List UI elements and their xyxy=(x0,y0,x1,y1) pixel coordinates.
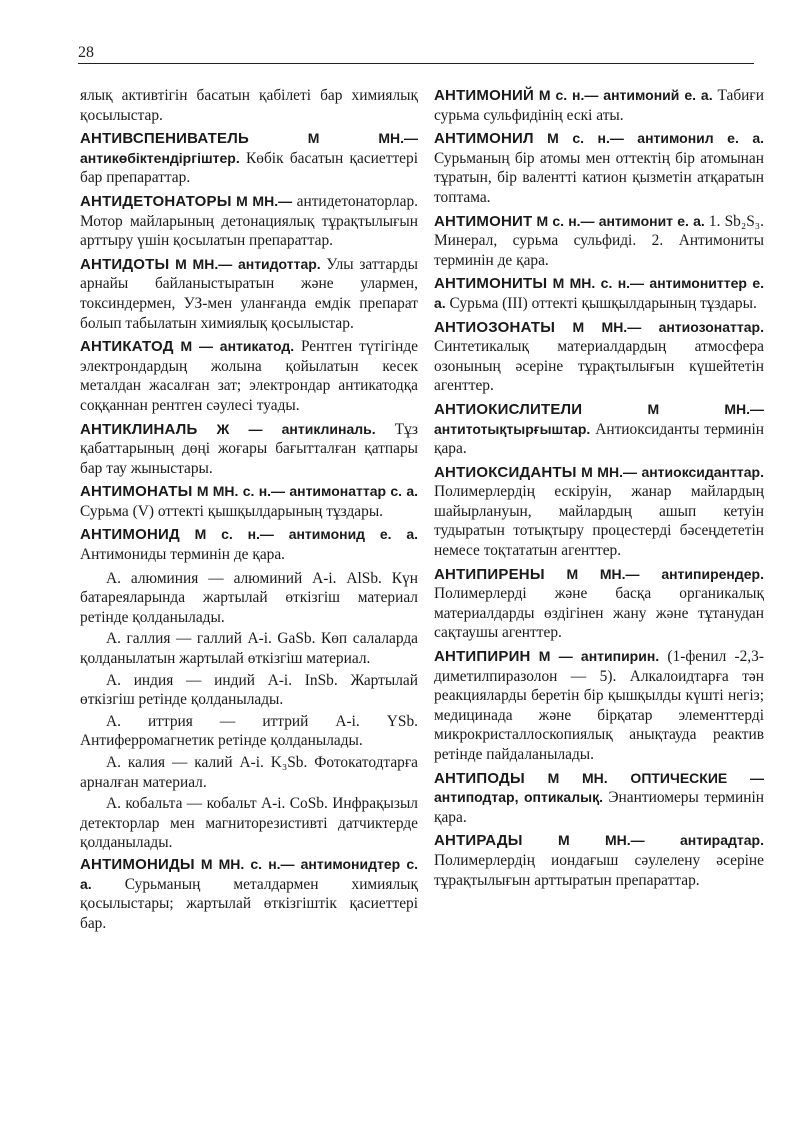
entry-definition: 1. Sb₂S₃. Минерал, сурьма сульфиді. 2. Антимониты терминін де қара. xyxy=(434,212,764,269)
entry-grammar: М — xyxy=(538,648,573,665)
sub-entry: А. галлия — галлий А-і. GaSb. Көп салаларда қолданылатын жартылай өткізгіш материал. xyxy=(80,630,418,668)
entry-definition: Энантиомеры терминін қара. xyxy=(434,789,764,826)
header-rule xyxy=(78,63,754,64)
entry-translation: антимонаттар с. а. xyxy=(289,483,418,500)
entry-grammar: М — xyxy=(180,338,213,355)
entry-headword: АНТИОКСИДАНТЫ xyxy=(434,463,577,481)
entry-translation: антитотықтырғыштар. xyxy=(434,420,591,437)
entry-headword: АНТИМОНИЛ xyxy=(434,130,534,148)
entry-translation: антикөбіктендіргіштер. xyxy=(80,149,240,166)
dictionary-entry xyxy=(434,212,764,271)
entry-headword: АНТИМОНИТ xyxy=(434,212,533,230)
dictionary-entry xyxy=(80,482,418,521)
dictionary-entry xyxy=(434,565,764,643)
entry-definition: Табиғи сурьма сульфидінің ескі аты. xyxy=(434,87,764,124)
entry-translation: антидоттар. xyxy=(237,255,321,272)
entry-grammar: М с. н.— xyxy=(538,87,599,103)
page-number: 28 xyxy=(78,44,94,61)
entry-translation: антимоний е. а. xyxy=(603,87,713,103)
entry-grammar: М МН. ОПТИЧЕСКИЕ — xyxy=(547,769,764,786)
entry-definition: Антиоксиданты терминін қара. xyxy=(434,420,764,458)
entry-headword: АНТИПИРЕНЫ xyxy=(434,565,545,583)
dictionary-entry xyxy=(434,274,764,313)
entry-definition: Тұз қабаттарының дөңі жоғары бағытталған қатпары бар тау жыныстары. xyxy=(80,420,418,477)
entry-grammar: М МН.— xyxy=(647,400,764,417)
left-column xyxy=(80,86,418,937)
entry-headword: АНТИМОНИЙ xyxy=(434,87,534,104)
dictionary-entry xyxy=(80,255,418,333)
dictionary-entry xyxy=(434,86,764,125)
entry-grammar: М МН. с. н.— xyxy=(200,855,295,872)
dictionary-entry xyxy=(434,769,764,828)
entry-grammar: М МН.— xyxy=(572,318,642,335)
sub-entry: А. иттрия — иттрий А-і. YSb. Антиферромагнетик ретінде қолданылады. xyxy=(80,712,418,750)
dictionary-entry xyxy=(80,337,418,415)
dictionary-entry xyxy=(434,318,764,396)
entry-definition: Полимерлердің иондағыш сәулелену әсеріне тұрақтылығын арттыратын препараттар. xyxy=(434,851,764,889)
entry-headword: АНТИДЕТОНАТОРЫ xyxy=(80,192,232,210)
entry-translation: антиозонаттар. xyxy=(658,318,764,335)
entry-headword: АНТИМОНИДЫ xyxy=(80,855,195,873)
entry-continuation: ялық активтігін басатын қабілеті бар химиялық қосылыстар. xyxy=(80,87,418,124)
entry-grammar: М с. н.— xyxy=(194,526,274,543)
entry-grammar: М МН.— xyxy=(566,565,640,582)
entry-definition: Көбік басатын қасиеттері бар препараттар. xyxy=(80,149,418,187)
entry-grammar: М с. н.— xyxy=(547,130,624,147)
entry-translation: антикатод. xyxy=(219,338,295,355)
entry-headword: АНТИДОТЫ xyxy=(80,255,170,273)
dictionary-entry xyxy=(434,129,764,207)
dictionary-entry xyxy=(80,129,418,188)
entry-translation: антипирендер. xyxy=(661,565,764,582)
entry-definition: Антимониды терминін де қара. xyxy=(80,546,286,564)
dictionary-entry xyxy=(434,831,764,890)
entry-headword: АНТИВСПЕНИВАТЕЛЬ xyxy=(80,130,249,148)
entry-translation: антимонил е. а. xyxy=(637,130,764,147)
entry-headword: АНТИПОДЫ xyxy=(434,769,525,787)
entry-grammar: М МН.— xyxy=(581,463,637,480)
entry-definition: Полимерлерді және басқа органикалық материалдарды өздігінен жану және тұтанудан сақтаушы агенттер. xyxy=(434,585,764,642)
sub-entry: А. калия — калий А-і. K₃Sb. Фотокатодтарға арналған материал. xyxy=(80,754,418,791)
entry-definition: (1-фенил -2,3-диметилпиразолон — 5). Алкалоидтарға тән реакцияларды беретін бір қышқылды күшті негіз; медицинада және бірқатар элементтерді микрокристаллоскопиялық анықтауда реактив ретінде пайдаланылады. xyxy=(434,648,764,763)
entry-headword: АНТИКЛИНАЛЬ xyxy=(80,420,198,438)
dictionary-entry xyxy=(80,855,418,933)
entry-definition: Рентген түтігінде электрондардың жолына қойылатын кесек металдан жасалған зат; электрондар антикатодқа соққаннан рентген сәулесі туады. xyxy=(80,338,419,414)
dictionary-entry xyxy=(80,192,418,251)
entry-definition: Сурьманың бір атомы мен оттектің бір атомынан тұратын, бір валентті катион қызметін атқаратын топтама. xyxy=(434,149,764,206)
dictionary-entry xyxy=(80,420,418,479)
entry-headword: АНТИМОНИД xyxy=(80,526,180,544)
entry-translation: антимонит е. а. xyxy=(598,212,705,229)
entry-translation: антимонид е. а. xyxy=(288,526,419,543)
entry-translation: антиподтар, оптикалық. xyxy=(434,789,603,806)
entry-grammar: Ж — xyxy=(216,420,263,437)
entry-translation: антимониттер е. а. xyxy=(434,275,765,311)
dictionary-entry xyxy=(434,463,764,561)
entry-headword: АНТИМОНИТЫ xyxy=(434,275,548,293)
entry-definition: Синтетикалық материалдардың атмосфера озонының әсеріне тұрақтылығын күшейтетін агенттер. xyxy=(434,338,764,395)
entry-headword: АНТИПИРИН xyxy=(434,648,531,666)
right-column xyxy=(434,86,764,894)
entry-grammar: М МН.— xyxy=(307,130,418,147)
entry-translation: антиоксиданттар. xyxy=(641,463,764,480)
entry-headword: АНТИРАДЫ xyxy=(434,832,523,850)
entry-headword: АНТИОКИСЛИТЕЛИ xyxy=(434,400,583,418)
sub-entry: А. индия — индий А-і. InSb. Жартылай өткізгіш ретінде қолданылады. xyxy=(80,671,418,709)
entry-definition: антидетонаторлар. Мотор майларының детонациялық тұрақтылығын арттыру үшін қосылатын препараттар. xyxy=(80,192,418,250)
dictionary-entry xyxy=(434,647,764,765)
entry-grammar: М МН.— xyxy=(557,832,645,849)
entry-grammar: М МН. с. н.— xyxy=(196,483,286,500)
entry-translation: антиклиналь. xyxy=(281,420,376,437)
entry-definition: Сурьма (III) оттекті қышқылдарының тұздары. xyxy=(449,294,757,312)
sub-entry: А. кобальта — кобальт А-і. CoSb. Инфрақызыл детекторлар мен магниторезистивті датчиктерде қолданылады. xyxy=(80,795,418,852)
entry-headword: АНТИОЗОНАТЫ xyxy=(434,318,556,336)
entry-grammar: М МН.— xyxy=(175,255,233,272)
entry-definition: Сурьма (V) оттекті қышқылдарының тұздары. xyxy=(80,502,384,520)
entry-definition: Сурьманың металдармен химиялық қосылыстары; жартылай өткізгіштік қасиеттері бар. xyxy=(80,875,418,932)
sub-entry: А. алюминия — алюминий А-і. AlSb. Күн батареяларында жартылай өткізгіш материал ретінде қолданылады. xyxy=(80,569,418,626)
entry-grammar: М с. н.— xyxy=(536,212,595,229)
entry-grammar: М МН.— xyxy=(236,192,293,209)
dictionary-entry xyxy=(80,525,418,564)
entry-headword: АНТИКАТОД xyxy=(80,338,174,356)
entry-definition: Улы заттарды арнайы байланыстыратын және улармен, токсиндермен, УЗ-мен уланғанда емдік препарат болып табылатын химиялық қосылыстар. xyxy=(80,255,418,332)
entry-translation: антипирин. xyxy=(580,648,660,665)
entry-grammar: М МН. с. н.— xyxy=(552,275,645,292)
dictionary-entry xyxy=(434,400,764,459)
entry-definition: Полимерлердің ескіруін, жанар майлардың шайырлануын, майлардың ашып кетуін тудыратын тотықтыру процестерді бәсеңдететін немесе тоқтататын агенттер. xyxy=(434,483,764,560)
entry-headword: АНТИМОНАТЫ xyxy=(80,483,193,501)
entry-translation: антирадтар. xyxy=(679,832,764,849)
entry-translation: антимонидтер с. а. xyxy=(80,855,418,892)
